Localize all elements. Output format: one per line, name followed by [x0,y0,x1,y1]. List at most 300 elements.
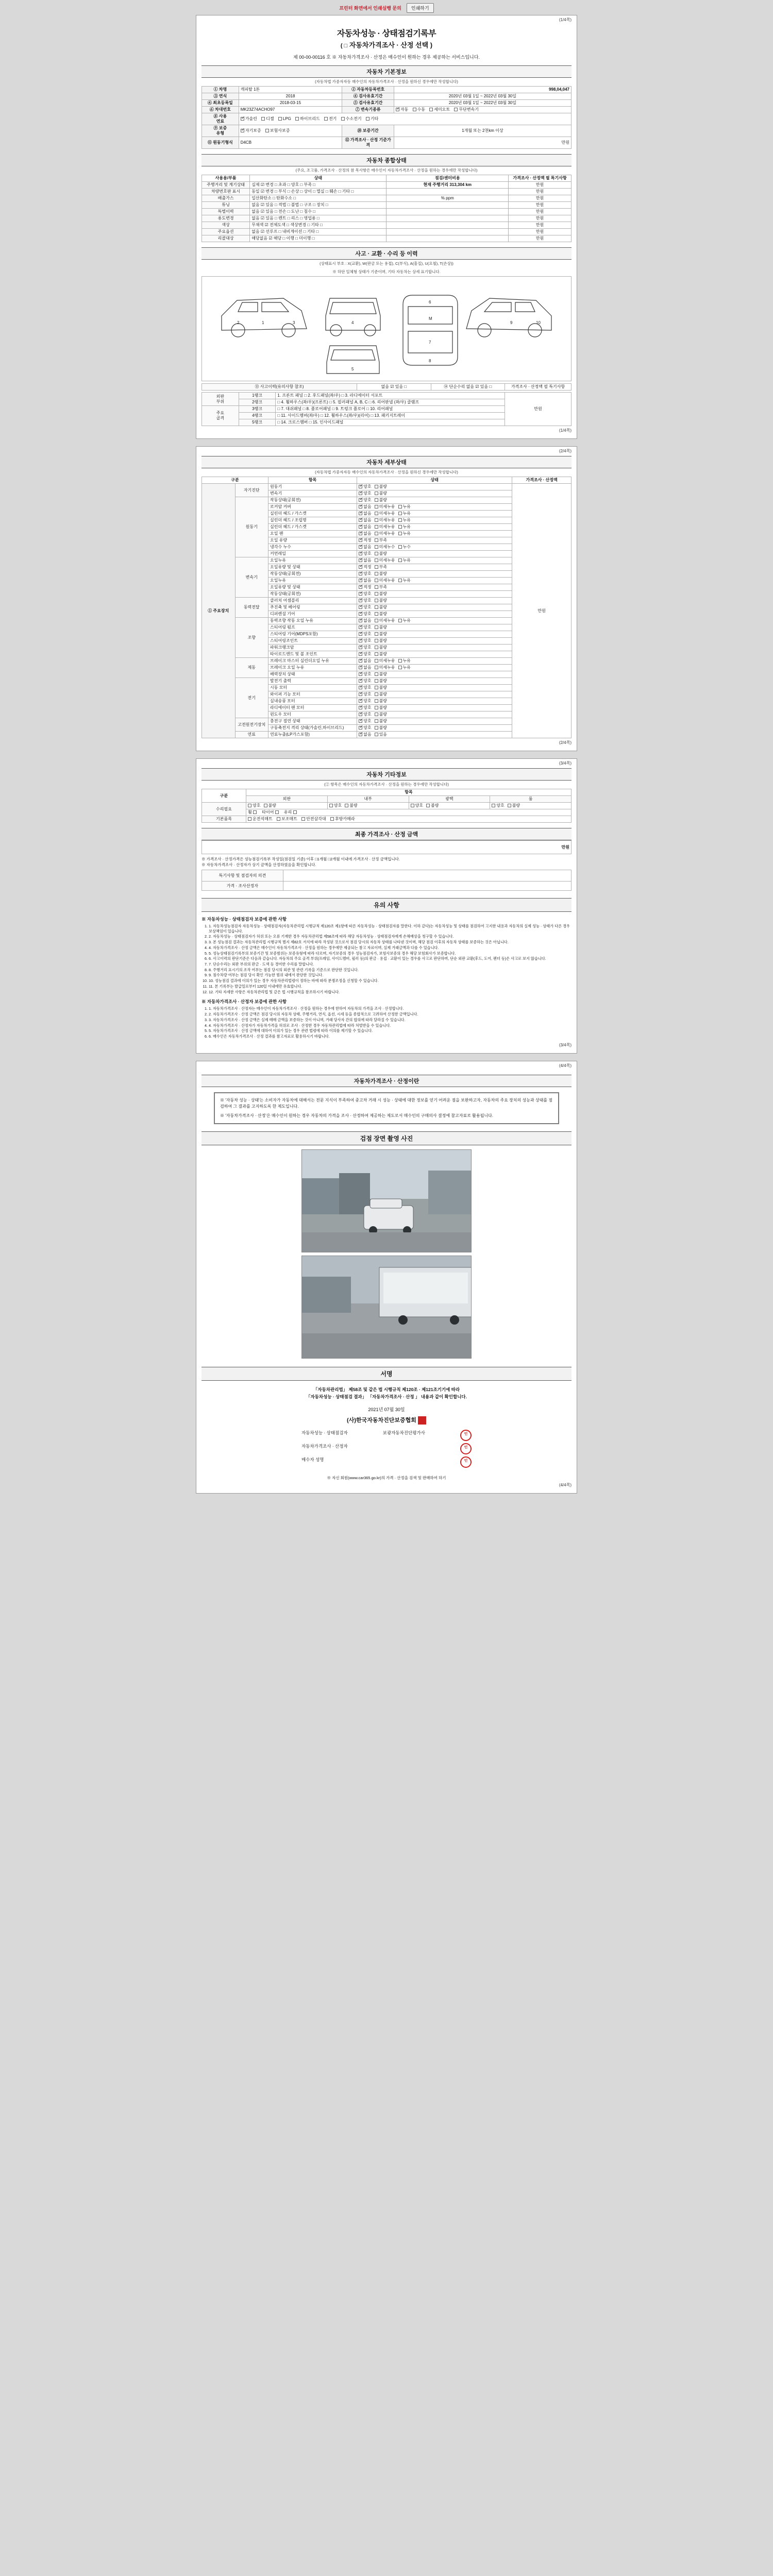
detail-item-options[interactable] [357,604,512,611]
detail-option-checkbox[interactable] [359,686,362,689]
detail-option-checkbox[interactable] [375,612,378,616]
detail-option-checkbox[interactable] [375,666,378,669]
detail-option-checkbox[interactable] [375,619,378,622]
detail-option-checkbox[interactable] [359,538,362,542]
overall-row-price: 만원 [509,209,572,215]
detail-option-checkbox[interactable] [359,672,362,676]
accident-price: 가격조사 · 산정액 필 특기사항 [505,384,571,391]
repair-cell[interactable] [327,803,409,809]
notice-heading: ※ 자동차가격조사 · 산정자 보증에 관한 사항 [201,999,287,1005]
detail-option-checkbox[interactable] [359,525,362,529]
overall-row-name: 용도변경 [202,215,250,222]
detail-item-label: 작동상태(공회전) [268,497,357,504]
other-subhead: 광택 [409,796,490,803]
detail-option-checkbox[interactable] [375,726,378,730]
state-bad-label: 불량 [268,803,276,808]
detail-item-label: 냉각수 누수 [268,544,357,551]
detail-option-label: 양호 [363,645,372,650]
detail-col-0: 구분 [202,477,268,484]
detail-option-checkbox[interactable] [359,719,362,723]
exterior-panel-label: 외판 부위 [202,393,239,406]
repair-bad-checkbox[interactable] [345,804,348,807]
overall-row-price: 만원 [509,189,572,195]
detail-item-options[interactable] [357,658,512,665]
detail-option-label: 양호 [363,705,372,710]
detail-item-options[interactable] [357,490,512,497]
detail-option-checkbox[interactable] [359,599,362,602]
driver-mat-checkbox[interactable] [248,817,251,821]
overall-row-state[interactable]: 없음 ☑ 선루프 □ 내비게이션 □ 기타 □ [250,229,386,235]
detail-option-checkbox[interactable] [359,585,362,589]
detail-item-options[interactable] [357,624,512,631]
simple-repair-options[interactable]: ⑭ 단순수리 없음 ☑ 있음 □ [431,384,505,391]
detail-subgroup-label: 제동 [235,658,268,678]
detail-option-checkbox[interactable] [375,639,378,642]
detail-option-label: 불량 [379,484,388,489]
trans-cvt-checkbox[interactable] [454,108,458,111]
detail-item-options[interactable] [357,645,512,651]
detail-option-checkbox[interactable] [398,512,402,515]
repair-good-checkbox[interactable] [411,804,414,807]
detail-option-checkbox[interactable] [359,565,362,569]
rank-parts[interactable]: □ 11. 사이드멤버(좌/우) □ 12. 휠하우스(좌/우)(리어) □ 13. 패키지트레이 [276,413,505,419]
detail-item-options[interactable] [357,517,512,524]
detail-option-checkbox[interactable] [359,632,362,636]
fuel-diesel-label: 디젤 [266,116,274,121]
detail-option-label: 없음 [363,531,372,536]
detail-item-options[interactable] [357,537,512,544]
detail-option-checkbox[interactable] [375,679,378,683]
subtitle-text: 자동차가격조사 · 산정 선택 [349,41,429,49]
detail-option-checkbox[interactable] [398,666,402,669]
detail-option-checkbox[interactable] [398,579,402,582]
overall-row-detail: % ppm [386,195,509,202]
table-row [202,816,572,823]
detail-col-1: 항목 [268,477,357,484]
detail-option-checkbox[interactable] [375,692,378,696]
list-item [301,1429,472,1442]
doc-number-line: 제 00-00-00116 호 ※ 자동차가격조사 · 산정은 매수인이 원하는 경우 제공하는 서비스입니다. [293,55,480,60]
fuel-electric-label: 전기 [328,116,337,121]
detail-option-checkbox[interactable] [375,572,378,575]
overall-row-state[interactable]: 동일 ☑ 변경 □ 부식 □ 손상 □ 상이 □ 멸실 □ 훼손 □ 기타 □ [250,189,386,195]
detail-option-label: 양호 [363,699,372,703]
detail-option-checkbox[interactable] [359,652,362,656]
detail-option-checkbox[interactable] [375,625,378,629]
detail-option-label: 없음 [363,558,372,563]
detail-option-checkbox[interactable] [359,619,362,622]
table-row [202,209,572,215]
warranty-options[interactable] [239,125,342,137]
price-extra-value[interactable] [283,870,571,882]
transmission-options[interactable] [394,107,571,113]
detail-option-checkbox[interactable] [359,512,362,515]
fuel-hydrogen-checkbox[interactable] [341,117,345,121]
detail-option-checkbox[interactable] [398,619,402,622]
overall-row-state[interactable]: 없음 ☑ 있음 □ 전손 □ 도난 □ 침수 □ [250,209,386,215]
basic-info-table [201,86,572,149]
detail-item-options[interactable] [357,705,512,711]
rank-parts[interactable]: 1. 프론트 패널 □ 2. 후드패널(좌/우) □ 3. 라디에이터 서포트 [276,393,505,399]
detail-option-checkbox[interactable] [375,565,378,569]
detail-item-options[interactable] [357,551,512,557]
overall-row-state[interactable]: 무채색 ☑ 전체도색 □ 색상변경 □ 기타 □ [250,222,386,229]
detail-item-label: 작동상태(공회전) [268,591,357,598]
detail-option-checkbox[interactable] [359,666,362,669]
detail-item-options[interactable] [357,651,512,658]
damage-diagram[interactable] [201,276,572,381]
fuel-diesel-checkbox[interactable] [261,117,265,121]
sign-role-label: 자동차가격조사 · 산정자 [301,1443,348,1449]
overall-col-3: 가격조사 · 산정액 필 특기사항 [509,175,572,182]
detail-option-checkbox[interactable] [375,485,378,488]
detail-item-label: 와이퍼 기능 모터 [268,691,357,698]
detail-option-checkbox[interactable] [359,605,362,609]
fuel-etc-checkbox[interactable] [366,117,369,121]
svg-text:8: 8 [429,359,431,363]
repair-cell[interactable] [490,803,572,809]
print-button[interactable]: 인쇄하기 [407,3,434,13]
detail-option-label: 양호 [363,632,372,636]
detail-option-label: 불량 [379,725,388,730]
page-footer-2: (2/4쪽) [559,740,572,745]
overall-row-state[interactable]: 없음 ☑ 있음 □ 적법 □ 불법 □ 구조 □ 장치 □ [250,202,386,209]
repair-good-checkbox[interactable] [329,804,333,807]
tire-checkbox[interactable] [275,810,279,814]
detail-option-checkbox[interactable] [359,612,362,616]
basic-label: ⑦ 변속기종류 [342,107,394,113]
photo-section-title: 검점 장면 촬영 사진 [201,1131,572,1145]
detail-item-options[interactable] [357,591,512,598]
table-row [202,870,572,882]
signature-line-1: 「자동차관리법」 제58조 및 같은 법 시행규칙 제120조 · 제121조기기에 따라 [313,1386,460,1392]
detail-option-checkbox[interactable] [375,646,378,649]
fuel-etc-label: 기타 [370,116,379,121]
state-good-label: 양호 [496,803,505,808]
detail-price-cell: 만원 [512,484,572,738]
detail-item-options[interactable] [357,544,512,551]
table-row [202,93,572,100]
print-hint-link[interactable]: 프린터 화면에서 인쇄실행 문의 [339,6,401,11]
detail-item-label: 실린더 헤드 / 가스켓 [268,524,357,531]
detail-option-checkbox[interactable] [359,572,362,575]
detail-item-options[interactable] [357,732,512,738]
detail-option-label: 양호 [363,652,372,656]
detail-option-checkbox[interactable] [359,679,362,683]
detail-option-checkbox[interactable] [359,592,362,596]
table-row [202,189,572,195]
accident-subnote: ※ 하단 일체형 상태가 기준이며, 기타 자동차는 상세 표기합니다. [332,269,441,274]
price-title: 최종 가격조사 · 산정 금액 [201,828,572,840]
detail-item-options[interactable] [357,618,512,624]
detail-subgroup-label: 동력전달 [235,598,268,618]
svg-text:1: 1 [262,320,264,325]
detail-option-checkbox[interactable] [359,625,362,629]
detail-option-label: 불량 [379,645,388,650]
other-col-name: 구분 [202,789,246,803]
detail-item-options[interactable] [357,678,512,685]
detail-option-checkbox[interactable] [375,605,378,609]
detail-option-checkbox[interactable] [375,599,378,602]
detail-item-options[interactable] [357,638,512,645]
detail-option-label: 부족 [379,538,388,543]
rank-parts[interactable]: □ 7. 대쉬패널 □ 8. 플로어패널 □ 9. 트렁크 플로어 □ 10. 리어패널 [276,406,505,413]
table-row [202,215,572,222]
table-row [202,202,572,209]
detail-item-options[interactable] [357,564,512,571]
glass-checkbox[interactable] [293,810,297,814]
detail-option-label: 미세누유 [379,558,395,563]
detail-item-options[interactable] [357,711,512,718]
repair-good-checkbox[interactable] [492,804,495,807]
detail-option-checkbox[interactable] [375,498,378,502]
detail-item-label: 오일누유 [268,557,357,564]
detail-item-options[interactable] [357,698,512,705]
subtitle-close: ) [428,41,433,49]
overall-title: 자동차 종합상태 [201,154,572,166]
other-subhead: 내부 [327,796,409,803]
overall-row-state[interactable]: 없음 ☑ 있음 □ 렌트 □ 리스 □ 영업용 □ [250,215,386,222]
triangle-checkbox[interactable] [301,817,305,821]
detail-option-checkbox[interactable] [375,545,378,549]
svg-text:10: 10 [536,320,541,325]
detail-item-options[interactable] [357,631,512,638]
fuel-lpg-checkbox[interactable] [278,117,282,121]
detail-option-checkbox[interactable] [375,686,378,689]
signature-title: 서명 [201,1367,572,1381]
detail-item-options[interactable] [357,611,512,618]
overall-row-state[interactable]: 실제 ☑ 변경 □ 초과 □ 양호 □ 부족 □ [250,182,386,189]
detail-option-checkbox[interactable] [359,518,362,522]
basic-items-cell[interactable] [246,816,572,823]
detail-option-label: 불량 [379,498,388,502]
damage-price-cell: 만원 [505,393,571,426]
detail-option-checkbox[interactable] [359,639,362,642]
detail-option-label: 양호 [363,591,372,596]
detail-option-checkbox[interactable] [375,558,378,562]
detail-option-checkbox[interactable] [359,579,362,582]
svg-text:3: 3 [293,320,295,325]
detail-option-checkbox[interactable] [359,699,362,703]
detail-option-checkbox[interactable] [359,733,362,736]
detail-option-checkbox[interactable] [398,518,402,522]
price-extra-value[interactable] [283,882,571,891]
detail-option-checkbox[interactable] [359,505,362,509]
fuel-electric-checkbox[interactable] [324,117,328,121]
detail-item-options[interactable] [357,685,512,691]
detail-option-checkbox[interactable] [398,505,402,509]
other-note: (② 항목은 매수인의 자동차가격조사 · 산정을 원하는 경우에만 작성합니다) [324,782,449,787]
detail-option-checkbox[interactable] [359,545,362,549]
warranty-insurer-checkbox[interactable] [265,129,269,132]
detail-option-checkbox[interactable] [359,706,362,709]
detail-option-checkbox[interactable] [375,719,378,723]
fuel-hybrid-label: 하이브리드 [300,116,320,121]
overall-row-detail [386,189,509,195]
detail-option-checkbox[interactable] [375,706,378,709]
detail-option-label: 누유 [402,511,411,516]
detail-option-checkbox[interactable] [375,552,378,555]
detail-item-options[interactable] [357,524,512,531]
detail-option-checkbox[interactable] [375,733,378,736]
aux-mat-checkbox[interactable] [277,817,280,821]
detail-item-options[interactable] [357,725,512,732]
detail-option-checkbox[interactable] [359,498,362,502]
state-bad-label: 불량 [512,803,520,808]
detail-option-label: 불량 [379,679,388,683]
repair-good-checkbox[interactable] [248,804,251,807]
detail-option-checkbox[interactable] [375,592,378,596]
repair-cell[interactable] [409,803,490,809]
detail-option-checkbox[interactable] [359,713,362,716]
list-item [301,1442,472,1455]
list-item [301,1455,472,1469]
table-row [202,229,572,235]
detail-option-checkbox[interactable] [375,672,378,676]
detail-option-label: 없음 [363,578,372,583]
trans-auto-checkbox[interactable] [396,108,399,111]
detail-option-checkbox[interactable] [375,652,378,656]
repair-extra-cell[interactable] [246,809,572,816]
warranty-self-checkbox[interactable] [241,129,244,132]
detail-option-checkbox[interactable] [375,699,378,703]
table-row [202,882,572,891]
repair-bad-checkbox[interactable] [264,804,267,807]
other-subhead: 룸 [490,796,572,803]
detail-item-label: 실린더 헤드 / 가스켓 [268,511,357,517]
detail-item-options[interactable] [357,531,512,537]
detail-option-checkbox[interactable] [359,692,362,696]
accident-history-options[interactable]: 없음 ☑ 있음 □ [357,384,431,391]
warranty-label: ⑨ 보증 유형 [202,125,239,137]
rank-label: 2랭크 [239,399,276,406]
detail-option-checkbox[interactable] [375,525,378,529]
page-number-3: (3/4쪽) [559,761,572,766]
detail-option-checkbox[interactable] [398,525,402,529]
detail-subgroup-label: 원동기 [235,497,268,557]
price-survey-checkbox[interactable]: □ [344,43,348,49]
price-note-2: ※ 자동차가격조사 · 산정자가 상기 금액을 산정하였음을 확인합니다. [201,862,316,867]
table-row [202,100,572,107]
overall-row-state[interactable]: 해당없음 ☑ 해당 □ 이행 □ 미이행 □ [250,235,386,242]
detail-item-options[interactable] [357,671,512,678]
detail-option-checkbox[interactable] [375,532,378,535]
detail-item-options[interactable] [357,691,512,698]
page-footer-1: (1/4쪽) [559,428,572,433]
detail-item-options[interactable] [357,511,512,517]
detail-option-checkbox[interactable] [359,552,362,555]
trans-manual-checkbox[interactable] [413,108,416,111]
detail-option-label: 미세누수 [379,545,395,549]
notice-item: 11. 11. 본 기록부는 발급일로부터 120일 이내에만 유효합니다. [209,984,572,989]
repair-bad-checkbox[interactable] [508,804,511,807]
fuel-hybrid-checkbox[interactable] [295,117,299,121]
detail-option-checkbox[interactable] [375,585,378,589]
notice-item: 2. 2. 자동차가격조사 · 산정 금액은 점검 당시의 자동차 상태, 주행거리, 연식, 옵션, 시세 등을 종합적으로 고려하여 산정한 금액입니다. [209,1012,572,1017]
svg-text:2: 2 [237,320,240,325]
detail-item-label: 충전구 절연 상태 [268,718,357,725]
rear-camera-checkbox[interactable] [330,817,334,821]
detail-option-checkbox[interactable] [398,545,402,549]
detail-option-checkbox[interactable] [398,532,402,535]
detail-item-options[interactable] [357,557,512,564]
detail-option-checkbox[interactable] [398,659,402,663]
inspection-photo-1 [301,1149,472,1252]
other-table [201,789,572,823]
detail-option-checkbox[interactable] [375,632,378,636]
detail-item-options[interactable] [357,584,512,591]
detail-item-options[interactable] [357,497,512,504]
detail-option-label: 미세누유 [379,531,395,536]
trans-semiauto-checkbox[interactable] [429,108,433,111]
detail-option-checkbox[interactable] [375,505,378,509]
detail-option-checkbox[interactable] [359,726,362,730]
detail-option-checkbox[interactable] [359,492,362,495]
fuel-label: ⑧ 사용 연료 [202,113,239,125]
page-footer-3: (3/4쪽) [559,1042,572,1047]
overall-row-price: 만원 [509,229,572,235]
detail-option-checkbox[interactable] [359,558,362,562]
detail-option-label: 불량 [379,685,388,690]
detail-option-checkbox[interactable] [375,538,378,542]
detail-item-options[interactable] [357,598,512,604]
repair-cell[interactable] [246,803,328,809]
overall-row-detail [386,229,509,235]
detail-option-checkbox[interactable] [375,579,378,582]
state-bad-label: 불량 [349,803,358,808]
price-extra-table [201,870,572,891]
detail-option-label: 없음 [363,511,372,516]
detail-option-label: 미세누유 [379,518,395,522]
detail-option-checkbox[interactable] [375,713,378,716]
detail-option-checkbox[interactable] [375,512,378,515]
detail-option-checkbox[interactable] [359,646,362,649]
detail-option-label: 누수 [402,545,411,549]
detail-item-options[interactable] [357,578,512,584]
table-row [202,803,572,809]
detail-item-options[interactable] [357,484,512,490]
basic-label: ① 차명 [202,87,239,93]
detail-item-options[interactable] [357,504,512,511]
wheel-checkbox[interactable] [253,810,257,814]
detail-item-label: 오일유량 및 상태 [268,564,357,571]
detail-option-checkbox[interactable] [375,659,378,663]
detail-option-checkbox[interactable] [359,659,362,663]
rank-parts[interactable]: □ 14. 크로스멤버 □ 15. 인사이드패널 [276,419,505,426]
state-good-label: 양호 [253,803,261,808]
detail-option-checkbox[interactable] [375,518,378,522]
repair-bad-checkbox[interactable] [426,804,430,807]
detail-item-options[interactable] [357,665,512,671]
detail-option-checkbox[interactable] [359,485,362,488]
rank-parts[interactable]: □ 4. 휠하우스(좌/우)(프론트) □ 5. 필러패널 A, B, C □ 6. 리어판넬 (좌/우) 클램프 [276,399,505,406]
overall-row-state[interactable]: 일산화탄소 □ 탄화수소 □ [250,195,386,202]
detail-item-options[interactable] [357,571,512,578]
notice-item: 7. 7. 단순수리는 외판 부위의 판금 · 도색 등 경미한 수리를 말합니다. [209,962,572,967]
detail-item-label: 클러치 어셈블리 [268,598,357,604]
detail-option-label: 있음 [379,732,388,737]
detail-option-checkbox[interactable] [398,558,402,562]
detail-option-checkbox[interactable] [359,532,362,535]
table-row [202,195,572,202]
fuel-options[interactable] [239,113,571,125]
detail-item-options[interactable] [357,718,512,725]
detail-option-checkbox[interactable] [375,492,378,495]
fuel-gasoline-checkbox[interactable] [241,117,244,121]
notice-item: 2. 2. 자동차성능 · 상태점검자가 허위 또는 오류 기재한 경우 자동차관리법 제58조에 따라 해당 자동차성능 · 상태점검자에게 손해배상을 청구할 수 있습니다. [209,934,572,939]
detail-item-label: 구동축전지 격리 상태(가솔린,하이브리드) [268,725,357,732]
page-3 [196,758,577,1054]
